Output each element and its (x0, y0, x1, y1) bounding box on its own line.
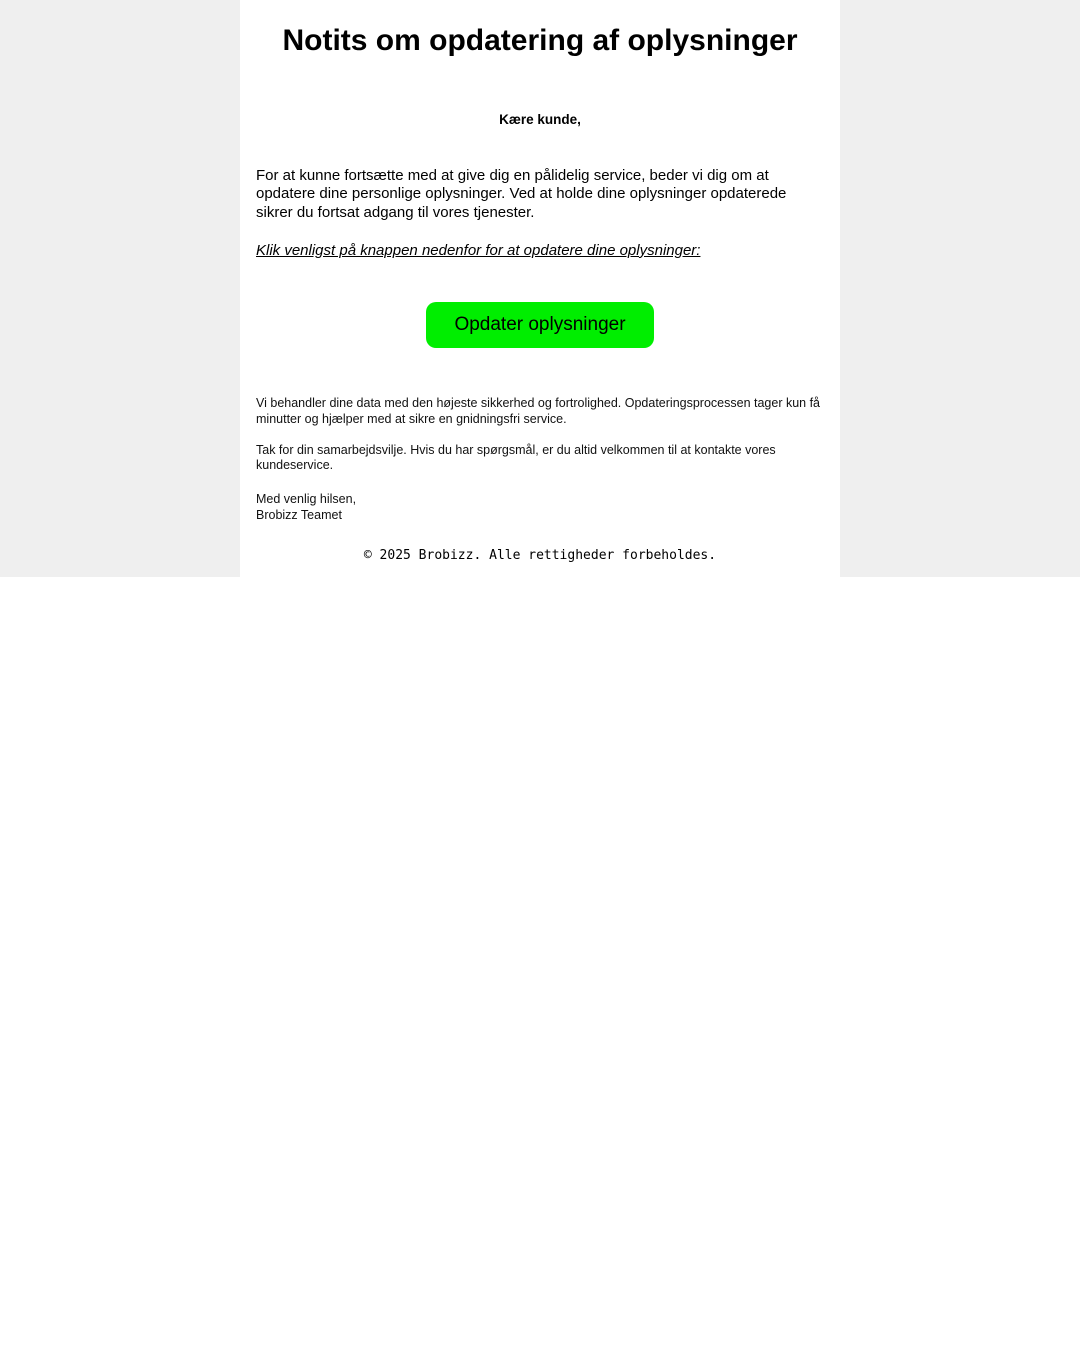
signature-block (256, 492, 824, 523)
email-card (240, 0, 840, 577)
cta-instruction-text: Klik venligst på knappen nedenfor for at opdatere dine oplysninger: (256, 241, 701, 259)
title-spacer (240, 60, 840, 112)
signoff-line-1: Med venlig hilsen, (256, 492, 357, 507)
copyright-footer: © 2025 Brobizz. Alle rettigheder forbeholdes. (363, 547, 717, 563)
page-title: Notits om opdatering af oplysninger (282, 24, 798, 57)
intro-paragraph: For at kunne fortsætte med at give dig en pålidelig service, beder vi dig om at opdatere dine personlige oplysninger. Ved at holde dine oplysninger opdaterede sikrer du fortsat adgang til vores tjenester. (256, 166, 787, 221)
cta-button-container (256, 302, 824, 349)
salutation-text: Kære kunde, (499, 111, 581, 127)
signoff-line-2: Brobizz Teamet (256, 507, 342, 522)
update-details-button[interactable]: Opdater oplysninger (426, 302, 653, 349)
email-body (240, 167, 840, 523)
email-background (0, 0, 1080, 577)
security-note-text: Vi behandler dine data med den højeste sikkerhed og fortrolighed. Opdateringsprocessen tager kun få minutter og hjælper med at sikre en gnidningsfri service. (256, 396, 821, 426)
thanks-note-text: Tak for din samarbejdsvilje. Hvis du har spørgsmål, er du altid velkommen til at kontakte vores kundeservice. (256, 442, 776, 473)
